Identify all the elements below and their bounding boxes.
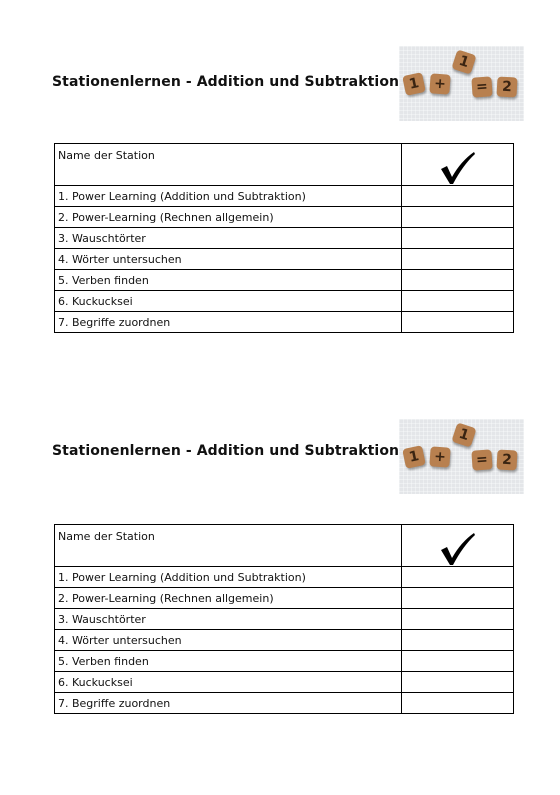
table-row [55,291,514,312]
tile: 1 [451,422,476,447]
table-row [55,651,514,672]
tile: 1 [451,49,476,74]
table-header-row [55,525,514,567]
station-name-cell: 6. Kuckucksei [55,291,402,312]
check-cell[interactable] [401,630,513,651]
table-row [55,228,514,249]
station-name-cell: 7. Begriffe zuordnen [55,312,402,333]
station-name-cell: 3. Wauschtörter [55,228,402,249]
tile: = [471,449,492,470]
tile: 2 [496,449,517,470]
table-row [55,567,514,588]
table-row [55,270,514,291]
column-header-station-name: Name der Station [55,144,402,186]
station-name-cell: 7. Begriffe zuordnen [55,693,402,714]
check-cell[interactable] [401,207,513,228]
check-cell[interactable] [401,609,513,630]
column-header-check [401,525,513,567]
station-name-cell: 6. Kuckucksei [55,672,402,693]
station-name-cell: 5. Verben finden [55,651,402,672]
table-row [55,207,514,228]
tile: 1 [402,445,426,469]
worksheet-title: Stationenlernen - Addition und Subtraktion [52,443,400,459]
check-cell[interactable] [401,186,513,207]
checkmark-icon [437,532,477,566]
check-cell[interactable] [401,672,513,693]
check-cell[interactable] [401,588,513,609]
table-row [55,693,514,714]
check-cell[interactable] [401,270,513,291]
tile: + [429,73,450,94]
math-tiles-image [399,46,524,121]
station-table [54,143,514,333]
check-cell[interactable] [401,693,513,714]
station-name-cell: 4. Wörter untersuchen [55,249,402,270]
table-row [55,186,514,207]
math-tiles-image [399,419,524,494]
column-header-check [401,144,513,186]
station-name-cell: 5. Verben finden [55,270,402,291]
column-header-station-name: Name der Station [55,525,402,567]
table-row [55,609,514,630]
table-row [55,312,514,333]
station-table [54,524,514,714]
table-row [55,630,514,651]
tile: = [471,76,492,97]
table-header-row [55,144,514,186]
tile: 1 [402,72,426,96]
tile: + [429,446,450,467]
table-row [55,588,514,609]
table-row [55,672,514,693]
worksheet-title: Stationenlernen - Addition und Subtraktion [52,74,400,90]
station-name-cell: 2. Power-Learning (Rechnen allgemein) [55,207,402,228]
station-name-cell: 1. Power Learning (Addition und Subtraktion) [55,186,402,207]
checkmark-icon [437,151,477,185]
check-cell[interactable] [401,567,513,588]
check-cell[interactable] [401,651,513,672]
station-name-cell: 3. Wauschtörter [55,609,402,630]
check-cell[interactable] [401,249,513,270]
tile: 2 [496,76,517,97]
station-name-cell: 1. Power Learning (Addition und Subtraktion) [55,567,402,588]
table-row [55,249,514,270]
check-cell[interactable] [401,228,513,249]
station-name-cell: 2. Power-Learning (Rechnen allgemein) [55,588,402,609]
check-cell[interactable] [401,291,513,312]
station-name-cell: 4. Wörter untersuchen [55,630,402,651]
check-cell[interactable] [401,312,513,333]
